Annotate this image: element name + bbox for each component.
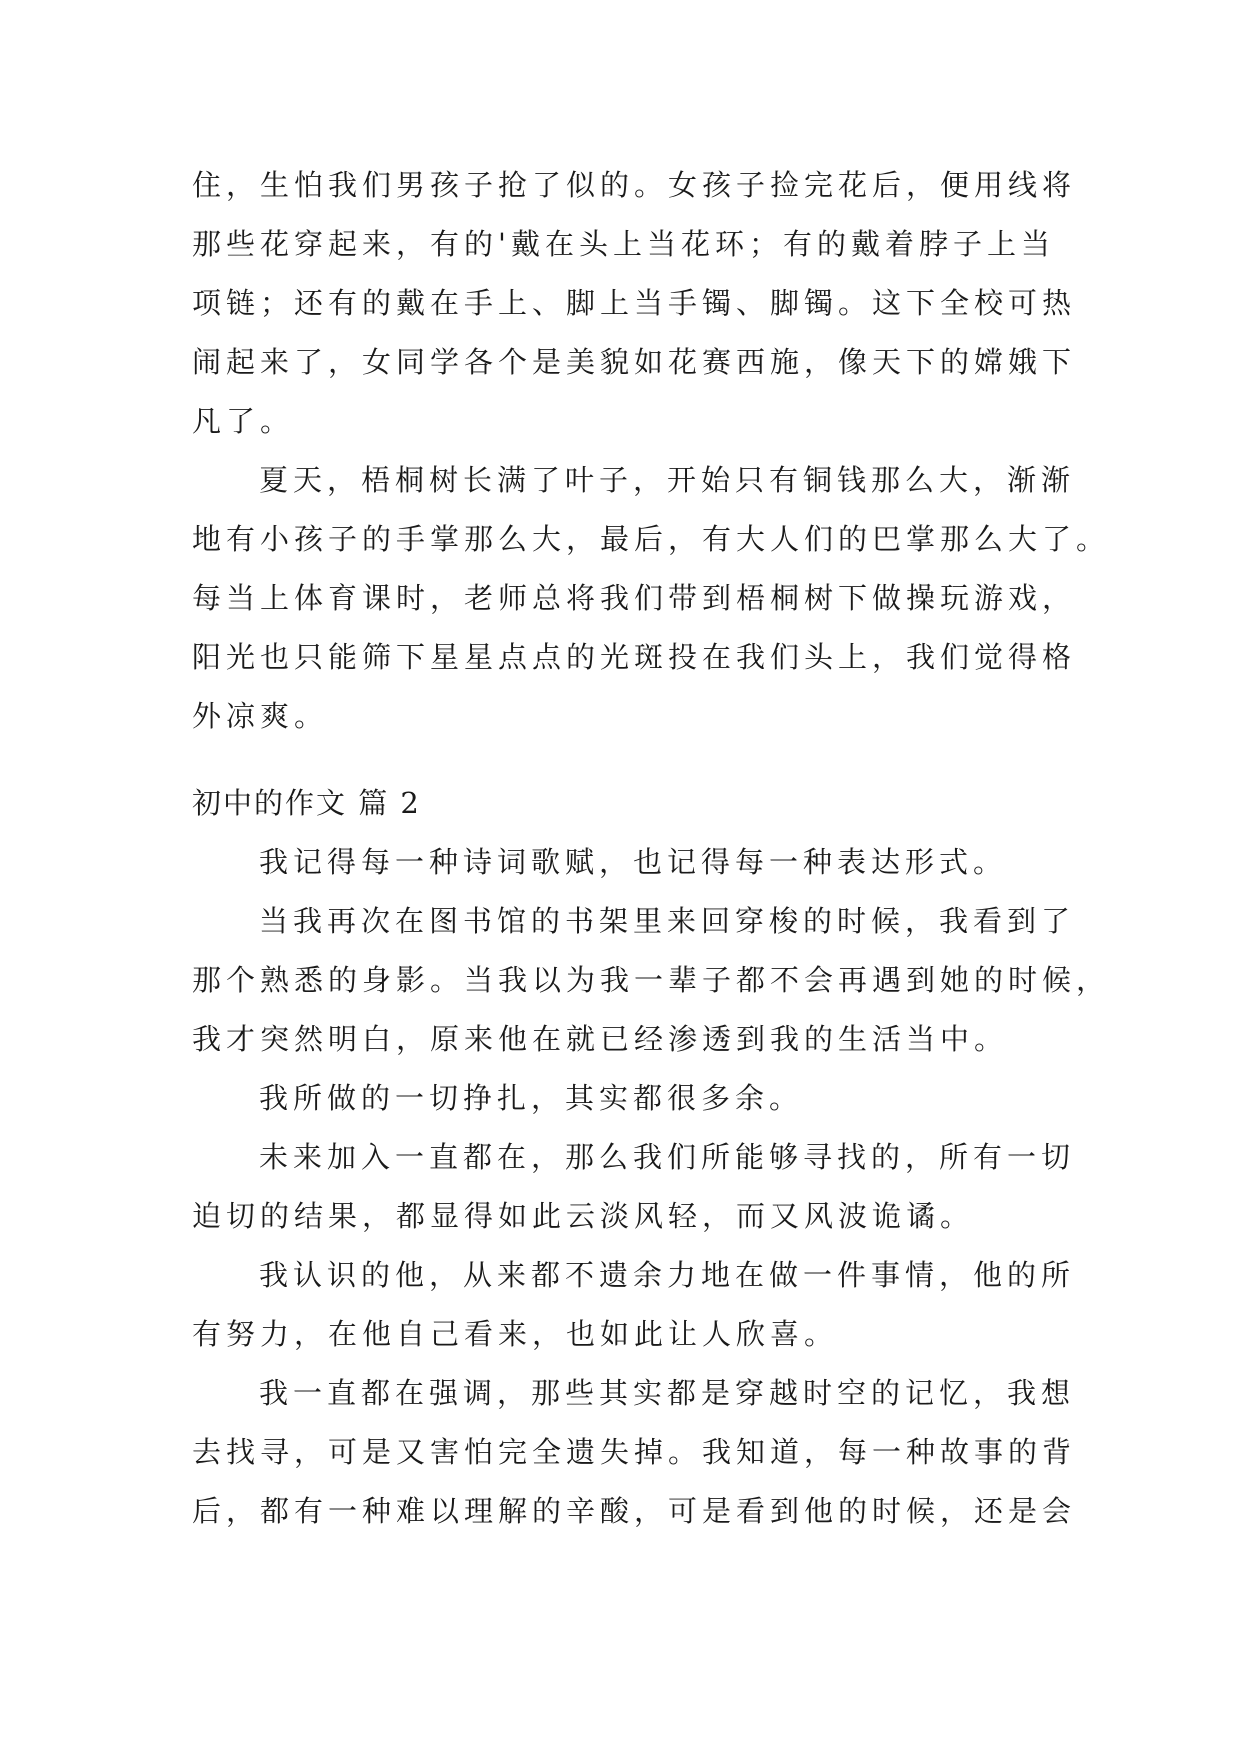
paragraph-line: 那些花穿起来，有的'戴在头上当花环；有的戴着脖子上当 — [192, 227, 1055, 261]
paragraph-line: 住，生怕我们男孩子抢了似的。女孩子捡完花后，便用线将 — [192, 168, 1077, 202]
paragraph-line: 有努力，在他自己看来，也如此让人欣喜。 — [192, 1317, 839, 1351]
paragraph-line: 夏天，梧桐树长满了叶子，开始只有铜钱那么大，渐渐 — [259, 463, 1076, 497]
paragraph-line: 我一直都在强调，那些其实都是穿越时空的记忆，我想 — [259, 1376, 1076, 1410]
paragraph-line: 外凉爽。 — [192, 699, 329, 733]
paragraph-line: 去找寻，可是又害怕完全遗失掉。我知道，每一种故事的背 — [192, 1435, 1077, 1469]
essay-section-1 — [192, 156, 1111, 746]
paragraph-line: 阳光也只能筛下星星点点的光斑投在我们头上，我们觉得格 — [192, 640, 1077, 674]
paragraph-line: 凡了。 — [192, 404, 295, 438]
paragraph-line: 我所做的一切挣扎，其实都很多余。 — [259, 1081, 804, 1115]
paragraph-line: 每当上体育课时，老师总将我们带到梧桐树下做操玩游戏， — [192, 581, 1077, 615]
essay-section-2 — [192, 833, 1111, 1541]
paragraph-line: 未来加入一直都在，那么我们所能够寻找的，所有一切 — [259, 1140, 1076, 1174]
section-title: 初中的作文 篇 2 — [192, 786, 421, 820]
paragraph-line: 当我再次在图书馆的书架里来回穿梭的时候，我看到了 — [259, 904, 1076, 938]
paragraph-line: 我才突然明白，原来他在就已经渗透到我的生活当中。 — [192, 1022, 1009, 1056]
section-heading — [192, 774, 1052, 833]
paragraph-line: 我认识的他，从来都不遗余力地在做一件事情，他的所 — [259, 1258, 1076, 1292]
paragraph-line: 闹起来了，女同学各个是美貌如花赛西施，像天下的嫦娥下 — [192, 345, 1077, 379]
paragraph-line: 地有小孩子的手掌那么大，最后，有大人们的巴掌那么大了。 — [192, 522, 1111, 556]
paragraph-line: 那个熟悉的身影。当我以为我一辈子都不会再遇到她的时候， — [192, 963, 1111, 997]
paragraph-line: 我记得每一种诗词歌赋，也记得每一种表达形式。 — [259, 845, 1008, 879]
paragraph-line: 项链；还有的戴在手上、脚上当手镯、脚镯。这下全校可热 — [192, 286, 1077, 320]
paragraph-line: 后，都有一种难以理解的辛酸，可是看到他的时候，还是会 — [192, 1494, 1077, 1528]
paragraph-line: 迫切的结果，都显得如此云淡风轻，而又风波诡谲。 — [192, 1199, 975, 1233]
